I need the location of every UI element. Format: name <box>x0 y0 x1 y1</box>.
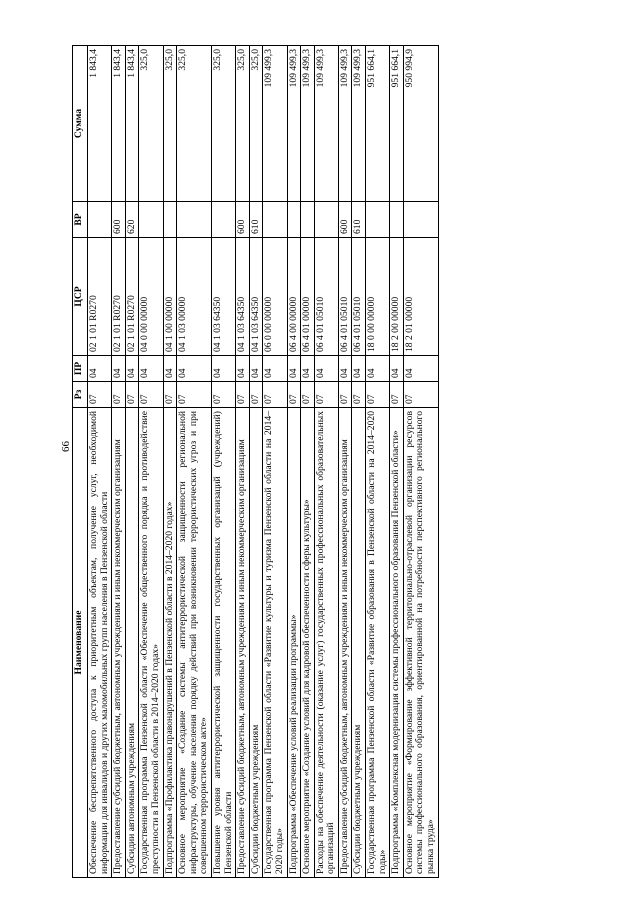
row-sum: 1 843,4 <box>88 46 112 202</box>
header-vr: ВР <box>73 202 88 238</box>
row-vr <box>366 202 390 238</box>
row-sum: 325,0 <box>139 46 163 202</box>
row-name: Субсидии бюджетным учреждениям <box>249 408 263 878</box>
row-rz: 07 <box>263 382 287 408</box>
row-csr: 06 4 01 05010 <box>352 238 366 356</box>
header-csr: ЦСР <box>73 238 88 356</box>
row-sum: 325,0 <box>249 46 263 202</box>
row-csr: 02 1 01 R0270 <box>112 238 126 356</box>
row-pr: 04 <box>236 356 250 382</box>
row-vr: 620 <box>125 202 139 238</box>
row-pr: 04 <box>338 356 352 382</box>
row-sum: 325,0 <box>177 46 212 202</box>
row-vr: 600 <box>236 202 250 238</box>
row-vr <box>403 202 438 238</box>
table-row <box>338 46 352 878</box>
row-rz: 07 <box>177 382 212 408</box>
row-sum: 325,0 <box>236 46 250 202</box>
row-pr: 04 <box>125 356 139 382</box>
row-vr: 600 <box>338 202 352 238</box>
row-rz: 07 <box>390 382 404 408</box>
row-vr <box>211 202 235 238</box>
table-row <box>314 46 338 878</box>
row-csr: 06 4 00 00000 <box>287 238 301 356</box>
row-rz: 07 <box>125 382 139 408</box>
table-row <box>390 46 404 878</box>
row-vr: 600 <box>112 202 126 238</box>
row-vr: 610 <box>352 202 366 238</box>
row-rz: 07 <box>163 382 177 408</box>
table-row <box>177 46 212 878</box>
row-name: Основное мероприятие «Создание системы антитеррористической защищенности региональной инфраструктуры, обучение населения порядку действий при возникновении террористических угроз и при совершенном террористическом акте» <box>177 408 212 878</box>
table-header-row <box>73 46 88 878</box>
table-row <box>366 46 390 878</box>
row-pr: 04 <box>177 356 212 382</box>
row-pr: 04 <box>88 356 112 382</box>
row-csr: 04 1 03 64350 <box>236 238 250 356</box>
row-vr: 610 <box>249 202 263 238</box>
row-sum: 1 843,4 <box>125 46 139 202</box>
row-csr: 06 4 01 05010 <box>338 238 352 356</box>
row-sum: 109 499,3 <box>287 46 301 202</box>
row-sum: 1 843,4 <box>112 46 126 202</box>
row-rz: 07 <box>112 382 126 408</box>
row-pr: 04 <box>366 356 390 382</box>
row-name: Подпрограмма «Обеспечение условий реализации программы» <box>287 408 301 878</box>
row-rz: 07 <box>211 382 235 408</box>
row-csr: 02 1 01 R0270 <box>125 238 139 356</box>
row-rz: 07 <box>301 382 315 408</box>
row-name: Государственная программа Пензенской области «Развитие образования в Пензенской области на 2014–2020 годы» <box>366 408 390 878</box>
table-row <box>352 46 366 878</box>
row-vr <box>88 202 112 238</box>
row-rz: 07 <box>249 382 263 408</box>
row-vr <box>287 202 301 238</box>
table-row <box>301 46 315 878</box>
row-rz: 07 <box>236 382 250 408</box>
row-name: Субсидии автономным учреждениям <box>125 408 139 878</box>
header-sum: Сумма <box>73 46 88 202</box>
row-csr: 06 4 01 00000 <box>301 238 315 356</box>
row-rz: 07 <box>139 382 163 408</box>
header-name: Наименование <box>73 408 88 878</box>
row-name: Подпрограмма «Комплексная модернизация системы профессионального образования Пензенской области» <box>390 408 404 878</box>
row-name: Субсидии бюджетным учреждениям <box>352 408 366 878</box>
table-row <box>249 46 263 878</box>
row-sum: 109 499,3 <box>314 46 338 202</box>
row-pr: 04 <box>287 356 301 382</box>
row-rz: 07 <box>366 382 390 408</box>
row-rz: 07 <box>403 382 438 408</box>
row-name: Повышение уровня антитеррористической защищенности государственных организаций (учреждений) Пензенской области <box>211 408 235 878</box>
row-pr: 04 <box>390 356 404 382</box>
row-name: Основное мероприятие «Создание условий для кадровой обеспеченности сферы культуры» <box>301 408 315 878</box>
row-rz: 07 <box>352 382 366 408</box>
table-row <box>287 46 301 878</box>
row-csr: 06 4 01 05010 <box>314 238 338 356</box>
header-rz: Рз <box>73 382 88 408</box>
row-pr: 04 <box>163 356 177 382</box>
row-rz: 07 <box>338 382 352 408</box>
row-vr <box>177 202 212 238</box>
row-sum: 325,0 <box>163 46 177 202</box>
row-csr: 04 0 00 00000 <box>139 238 163 356</box>
row-vr <box>139 202 163 238</box>
row-sum: 325,0 <box>211 46 235 202</box>
row-csr: 18 0 00 00000 <box>366 238 390 356</box>
row-csr: 04 1 03 00000 <box>177 238 212 356</box>
budget-table <box>72 45 439 878</box>
row-name: Основное мероприятие «Формирование эффективной территориально-отраслевой организации ресурсов системы профессионального образования, ориентированной на потребности перспективного регионального рынка труда» <box>403 408 438 878</box>
row-rz: 07 <box>88 382 112 408</box>
row-csr: 06 0 00 00000 <box>263 238 287 356</box>
row-vr <box>263 202 287 238</box>
row-rz: 07 <box>314 382 338 408</box>
row-csr: 18 2 01 00000 <box>403 238 438 356</box>
row-vr <box>390 202 404 238</box>
row-sum: 109 499,3 <box>352 46 366 202</box>
row-pr: 04 <box>263 356 287 382</box>
row-pr: 04 <box>139 356 163 382</box>
row-pr: 04 <box>211 356 235 382</box>
table-row <box>163 46 177 878</box>
row-sum: 109 499,3 <box>338 46 352 202</box>
row-name: Подпрограмма «Профилактика правонарушений в Пензенской области в 2014–2020 годах» <box>163 408 177 878</box>
row-pr: 04 <box>403 356 438 382</box>
row-csr: 04 1 03 64350 <box>211 238 235 356</box>
table-row <box>236 46 250 878</box>
table-row <box>211 46 235 878</box>
row-rz: 07 <box>287 382 301 408</box>
row-pr: 04 <box>301 356 315 382</box>
row-name: Предоставление субсидий бюджетным, автономным учреждениям и иным некоммерческим организациям <box>338 408 352 878</box>
table-row <box>88 46 112 878</box>
header-pr: ПР <box>73 356 88 382</box>
row-name: Государственная программа Пензенской области «Обеспечение общественного порядка и противодействие преступности в Пензенской области в 2014–2020 годах» <box>139 408 163 878</box>
row-name: Обеспечение беспрепятственного доступа к приоритетным объектам, получение услуг, необходимой информации для инвалидов и других маломобильных групп населения в Пензенской области <box>88 408 112 878</box>
row-sum: 951 664,1 <box>390 46 404 202</box>
page-number: 66 <box>60 441 72 452</box>
row-pr: 04 <box>112 356 126 382</box>
row-vr <box>314 202 338 238</box>
table-row <box>112 46 126 878</box>
row-csr: 04 1 00 00000 <box>163 238 177 356</box>
table-row <box>125 46 139 878</box>
table-row <box>403 46 438 878</box>
row-csr: 04 1 03 64350 <box>249 238 263 356</box>
row-name: Предоставление субсидий бюджетным, автономным учреждениям и иным некоммерческим организациям <box>236 408 250 878</box>
row-sum: 109 499,3 <box>263 46 287 202</box>
table-row <box>263 46 287 878</box>
row-name: Предоставление субсидий бюджетным, автономным учреждениям и иным некоммерческим организациям <box>112 408 126 878</box>
table-row <box>139 46 163 878</box>
row-name: Государственная программа Пензенской области «Развитие культуры и туризма Пензенской области на 2014–2020 годы» <box>263 408 287 878</box>
budget-table-sheet <box>72 46 580 878</box>
row-name: Расходы на обеспечение деятельности (оказание услуг) государственных профессиональных образовательных организаций <box>314 408 338 878</box>
row-vr <box>163 202 177 238</box>
row-sum: 109 499,3 <box>301 46 315 202</box>
row-sum: 950 994,9 <box>403 46 438 202</box>
row-sum: 951 664,1 <box>366 46 390 202</box>
row-pr: 04 <box>352 356 366 382</box>
row-vr <box>301 202 315 238</box>
row-pr: 04 <box>249 356 263 382</box>
row-csr: 02 1 01 R0270 <box>88 238 112 356</box>
row-csr: 18 2 00 00000 <box>390 238 404 356</box>
row-pr: 04 <box>314 356 338 382</box>
